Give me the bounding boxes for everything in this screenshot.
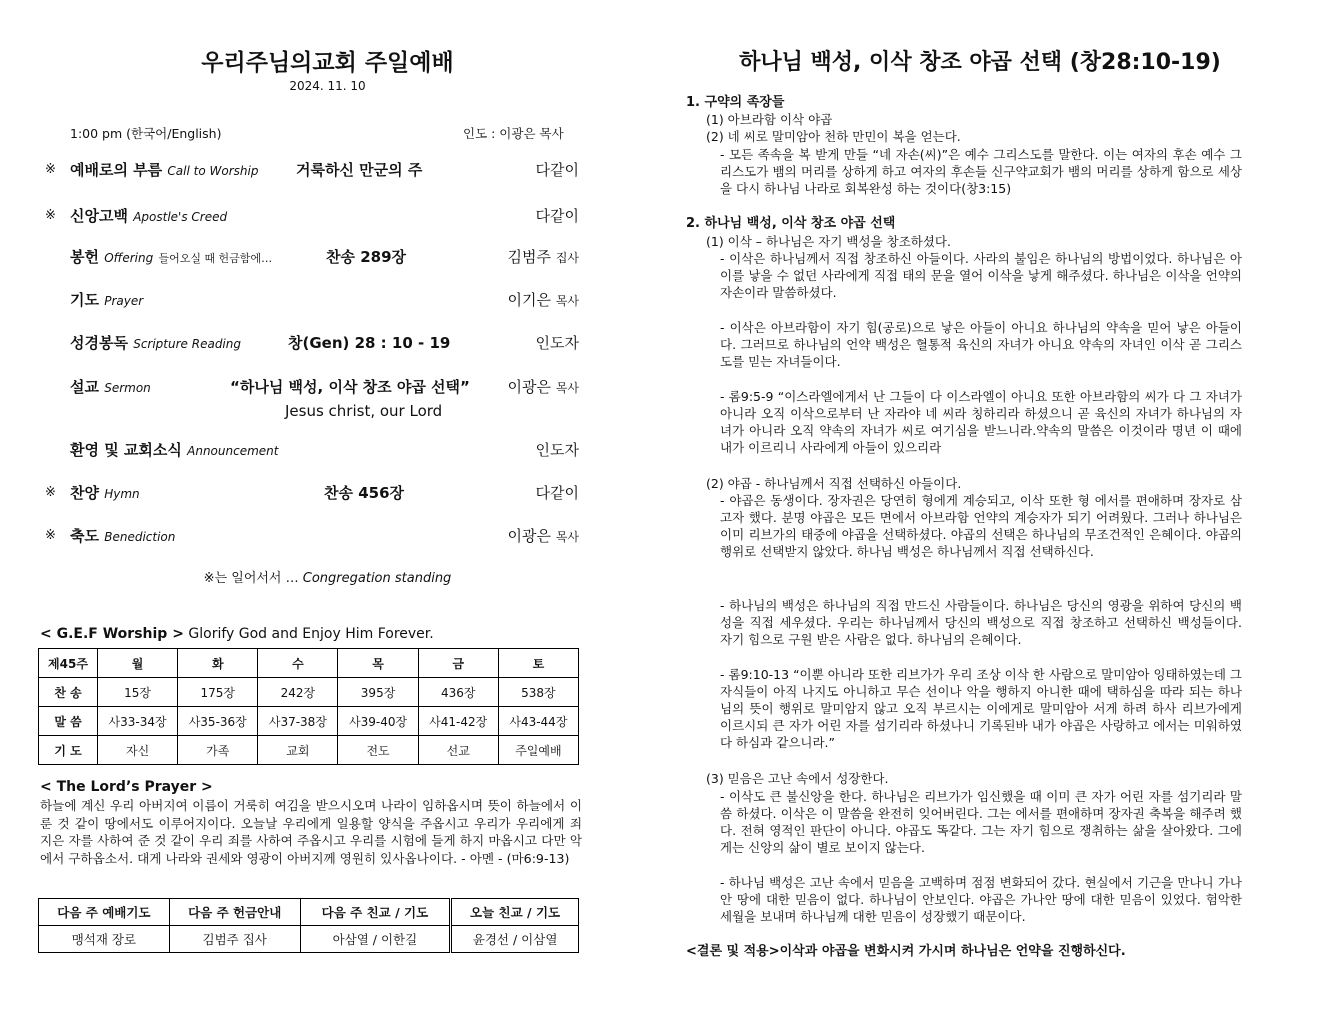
order-item-announcement bbox=[40, 439, 585, 463]
table-row bbox=[39, 649, 579, 678]
subpoint: (2) 야곱 - 하나님께서 직접 선택하신 아들이다. bbox=[706, 476, 962, 491]
table-cell: 가족 bbox=[178, 736, 258, 765]
order-title: 신앙고백 Apostle's Creed bbox=[70, 207, 228, 225]
order-detail: 찬송 289장 bbox=[326, 248, 407, 266]
order-item-prayer bbox=[40, 289, 585, 313]
order-item-sermon bbox=[40, 376, 585, 400]
section-heading: 2. 하나님 백성, 이삭 창조 야곱 선택 bbox=[686, 216, 896, 231]
gef-table bbox=[38, 648, 579, 765]
order-item-benediction bbox=[40, 525, 585, 549]
order-person: 다같이 bbox=[535, 161, 579, 179]
order-item-hymn bbox=[40, 482, 585, 506]
table-cell: 월 bbox=[98, 649, 178, 678]
table-cell: 사41-42장 bbox=[418, 707, 498, 736]
order-person: 김범주 집사 bbox=[507, 248, 579, 266]
table-cell: 436장 bbox=[418, 678, 498, 707]
table-cell: 자신 bbox=[98, 736, 178, 765]
order-person: 다같이 bbox=[535, 207, 579, 225]
service-time: 1:00 pm (한국어/English) bbox=[70, 126, 222, 141]
order-title: 환영 및 교회소식 Announcement bbox=[70, 441, 279, 459]
table-cell: 아삼열 / 이한길 bbox=[300, 926, 451, 953]
section-heading: 1. 구약의 족장들 bbox=[686, 95, 785, 110]
next-week-table bbox=[38, 898, 579, 953]
table-cell: 사43-44장 bbox=[498, 707, 578, 736]
sermon-subtitle: Jesus christ, our Lord bbox=[285, 402, 443, 420]
table-cell: 사33-34장 bbox=[98, 707, 178, 736]
table-cell: 395장 bbox=[338, 678, 418, 707]
order-person: 이기은 목사 bbox=[507, 291, 579, 309]
table-cell: 주일예배 bbox=[498, 736, 578, 765]
gef-heading: < G.E.F Worship > Glorify God and Enjoy Him Forever. bbox=[40, 626, 434, 642]
table-cell: 제45주 bbox=[39, 649, 98, 678]
order-item-call-to-worship bbox=[40, 159, 585, 183]
bulletin-title: 우리주님의교회 주일예배 bbox=[201, 50, 454, 76]
order-title: 예배로의 부름 Call to Worship bbox=[70, 161, 259, 179]
table-cell: 토 bbox=[498, 649, 578, 678]
table-cell: 맹석재 장로 bbox=[39, 926, 170, 953]
order-person: 이광은 목사 bbox=[507, 527, 579, 545]
subpoint: (1) 이삭 – 하나님은 자기 백성을 창조하셨다. bbox=[706, 234, 951, 249]
order-item-offering bbox=[40, 246, 585, 270]
order-detail: 찬송 456장 bbox=[324, 484, 405, 502]
table-cell: 다음 주 예배기도 bbox=[39, 899, 170, 926]
order-title: 성경봉독 Scripture Reading bbox=[70, 334, 241, 352]
subpoint: (2) 네 씨로 말미암아 천하 만민이 복을 얻는다. bbox=[706, 129, 961, 144]
paragraph: - 모든 족속을 복 받게 만들 “네 자손(씨)”은 예수 그리스도를 말한다. 이는 여자의 후손 예수 그리스도가 뱀의 머리를 상하게 하고 여자의 후손들 신구약교회가 뱀의 머리를 상하게 함으로 세상을 다시 하나님 나라로 회복완성 하는 것이다(창3:15) bbox=[720, 147, 1242, 196]
paragraph: - 하나님 백성은 고난 속에서 믿음을 고백하며 점점 변화되어 갔다. 현실에서 기근을 만나니 가나안 땅에 대한 믿음이 없다. 하나님이 안보인다. 야곱은 가나안 땅에 대한 믿음이 있었다. 험악한 세월을 보내며 하나님께 대한 믿음이 성장했기 때문이다. bbox=[720, 875, 1242, 924]
order-person: 이광은 목사 bbox=[507, 378, 579, 396]
paragraph: - 롬9:5-9 “이스라엘에게서 난 그들이 다 이스라엘이 아니요 또한 아브라함의 씨가 다 그 자녀가 아니라 오직 이삭으로부터 난 자라야 네 씨라 칭하리라 하셨으니 곧 육신의 자녀가 하나님의 자녀가 아니라 오직 약속의 자녀가 씨로 여기심을 받느니라.약속의 말씀은 이것이라 명년 이 때에 내가 이르리니 사라에게 아들이 있으리라 bbox=[720, 389, 1242, 455]
order-detail: 창(Gen) 28 : 10 - 19 bbox=[288, 334, 451, 352]
table-cell: 찬 송 bbox=[39, 678, 98, 707]
paragraph: - 이삭은 아브라함이 자기 힘(공로)으로 낳은 아들이 아니요 하나님의 약속을 믿어 낳은 아들이다. 그러므로 하나님의 언약 백성은 혈통적 육신의 자녀가 아니요 약속의 자녀인 이삭 곧 그리스도를 믿는 자녀들이다. bbox=[720, 320, 1242, 369]
table-cell: 오늘 친교 / 기도 bbox=[451, 899, 579, 926]
order-item-creed bbox=[40, 205, 585, 229]
table-row bbox=[39, 736, 579, 765]
order-detail: 거룩하신 만군의 주 bbox=[296, 161, 423, 179]
table-cell: 목 bbox=[338, 649, 418, 678]
table-cell: 금 bbox=[418, 649, 498, 678]
table-cell: 175장 bbox=[178, 678, 258, 707]
bulletin-date: 2024. 11. 10 bbox=[289, 79, 366, 93]
table-row bbox=[39, 707, 579, 736]
table-cell: 화 bbox=[178, 649, 258, 678]
table-cell: 다음 주 헌금안내 bbox=[169, 899, 300, 926]
order-detail: “하나님 백성, 이삭 창조 야곱 선택” bbox=[230, 378, 470, 396]
stand-mark: ※ bbox=[45, 485, 56, 500]
paragraph: - 롬9:10-13 “이뿐 아니라 또한 리브가가 우리 조상 이삭 한 사람으로 말미암아 잉태하였는데 그 자식들이 아직 나지도 아니하고 무슨 선이나 악을 행하지 아니한 때에 택하심을 따라 되는 하나님의 뜻이 행위로 말미암지 않고 오직 부르시는 이에게로 말미암아 서게 하려 하사 리브가에게 이르시되 큰 자가 어린 자를 섬기리라 하셨나니 기록된바 내가 야곱은 사랑하고 에서는 미워하였다 하심과 같으니라.” bbox=[720, 667, 1242, 750]
subpoint: (1) 아브라함 이삭 야곱 bbox=[706, 112, 833, 127]
lords-prayer-heading: < The Lord’s Prayer > bbox=[40, 779, 213, 795]
table-cell: 538장 bbox=[498, 678, 578, 707]
order-item-scripture bbox=[40, 332, 585, 356]
paragraph: - 야곱은 동생이다. 장자권은 당연히 형에게 계승되고, 이삭 또한 형 에서를 편애하며 장자로 삼고자 했다. 분명 야곱은 모든 면에서 아브라함 언약의 계승자가 되기 어려웠다. 그러나 하나님은 이미 리브가의 태중에 야곱을 선택하셨다. 야곱의 선택은 하나님의 무조건적인 은혜이다. 야곱의 행위로 선택받지 않았다. 하나님 백성은 하나님께서 직접 선택하신다. bbox=[720, 493, 1242, 559]
table-cell: 김범주 집사 bbox=[169, 926, 300, 953]
sermon-title: 하나님 백성, 이삭 창조 야곱 선택 (창28:10-19) bbox=[739, 50, 1221, 75]
table-cell: 선교 bbox=[418, 736, 498, 765]
paragraph: - 하나님의 백성은 하나님의 직접 만드신 사람들이다. 하나님은 당신의 영광을 위하여 당신의 백성을 직접 세우셨다. 우리는 하나님께서 당신의 백성으로 직접 창조하고 선택하신 백성들이다. 자기 힘으로 구원 받은 사람은 없다. 하나님의 은혜이다. bbox=[720, 598, 1242, 647]
table-cell: 교회 bbox=[258, 736, 338, 765]
table-cell: 수 bbox=[258, 649, 338, 678]
stand-mark: ※ bbox=[45, 162, 56, 177]
order-title: 설교 Sermon bbox=[70, 378, 151, 396]
order-title: 축도 Benediction bbox=[70, 527, 176, 545]
table-cell: 윤경선 / 이삼열 bbox=[451, 926, 579, 953]
subpoint: (3) 믿음은 고난 속에서 성장한다. bbox=[706, 771, 889, 786]
table-row bbox=[39, 899, 579, 926]
table-cell: 사35-36장 bbox=[178, 707, 258, 736]
order-person: 다같이 bbox=[535, 484, 579, 502]
table-row bbox=[39, 926, 579, 953]
service-leader: 인도 : 이광은 목사 bbox=[463, 126, 564, 141]
table-cell: 전도 bbox=[338, 736, 418, 765]
order-title: 봉헌 Offering 들어오실 때 헌금함에… bbox=[70, 248, 273, 266]
stand-mark: ※ bbox=[45, 208, 56, 223]
table-cell: 242장 bbox=[258, 678, 338, 707]
order-person: 인도자 bbox=[535, 334, 579, 352]
table-cell: 15장 bbox=[98, 678, 178, 707]
order-title: 찬양 Hymn bbox=[70, 484, 140, 502]
table-cell: 사39-40장 bbox=[338, 707, 418, 736]
table-row bbox=[39, 678, 579, 707]
paragraph: - 이삭도 큰 불신앙을 한다. 하나님은 리브가가 임신했을 때 이미 큰 자가 어린 자를 섬기리라 말씀 하셨다. 이삭은 이 말씀을 완전히 잊어버린다. 그는 에서를 편애하며 장자권 축복을 해주려 했다. 전혀 영적인 판단이 아니다. 야곱도 똑같다. 그는 자기 힘으로 쟁취하는 삶을 살아왔다. 그에게는 신앙의 삶이 별로 보이지 않는다. bbox=[720, 789, 1242, 855]
table-cell: 다음 주 친교 / 기도 bbox=[300, 899, 451, 926]
lords-prayer-text: 하늘에 계신 우리 아버지여 이름이 거룩히 여김을 받으시오며 나라이 임하옵시며 뜻이 하늘에서 이룬 것 같이 땅에서도 이루어지이다. 오늘날 우리에게 일용할 양식을 주옵시고 우리가 우리에게 죄 지은 자를 사하여 준 것 같이 우리 죄를 사하여 주옵시고 우리를 시험에 들게 하지 마옵시고 다만 악에서 구하옵소서. 대게 나라와 권세와 영광이 아버지께 영원히 있사옵나이다. - 아멘 - (마6:9-13) bbox=[40, 798, 582, 866]
table-cell: 사37-38장 bbox=[258, 707, 338, 736]
order-person: 인도자 bbox=[535, 441, 579, 459]
conclusion: <결론 및 적용>이삭과 야곱을 변화시켜 가시며 하나님은 언약을 진행하신다. bbox=[686, 944, 1126, 959]
table-cell: 기 도 bbox=[39, 736, 98, 765]
standing-note: ※는 일어서서 … Congregation standing bbox=[203, 571, 452, 586]
stand-mark: ※ bbox=[45, 528, 56, 543]
paragraph: - 이삭은 하나님께서 직접 창조하신 아들이다. 사라의 불임은 하나님의 방법이었다. 하나님은 아이를 낳을 수 없던 사라에게 직접 태의 문을 열어 이삭을 낳게 해주셨다. 하나님은 이삭을 언약의 자손이라 말씀하셨다. bbox=[720, 251, 1242, 300]
order-title: 기도 Prayer bbox=[70, 291, 144, 309]
table-cell: 말 씀 bbox=[39, 707, 98, 736]
